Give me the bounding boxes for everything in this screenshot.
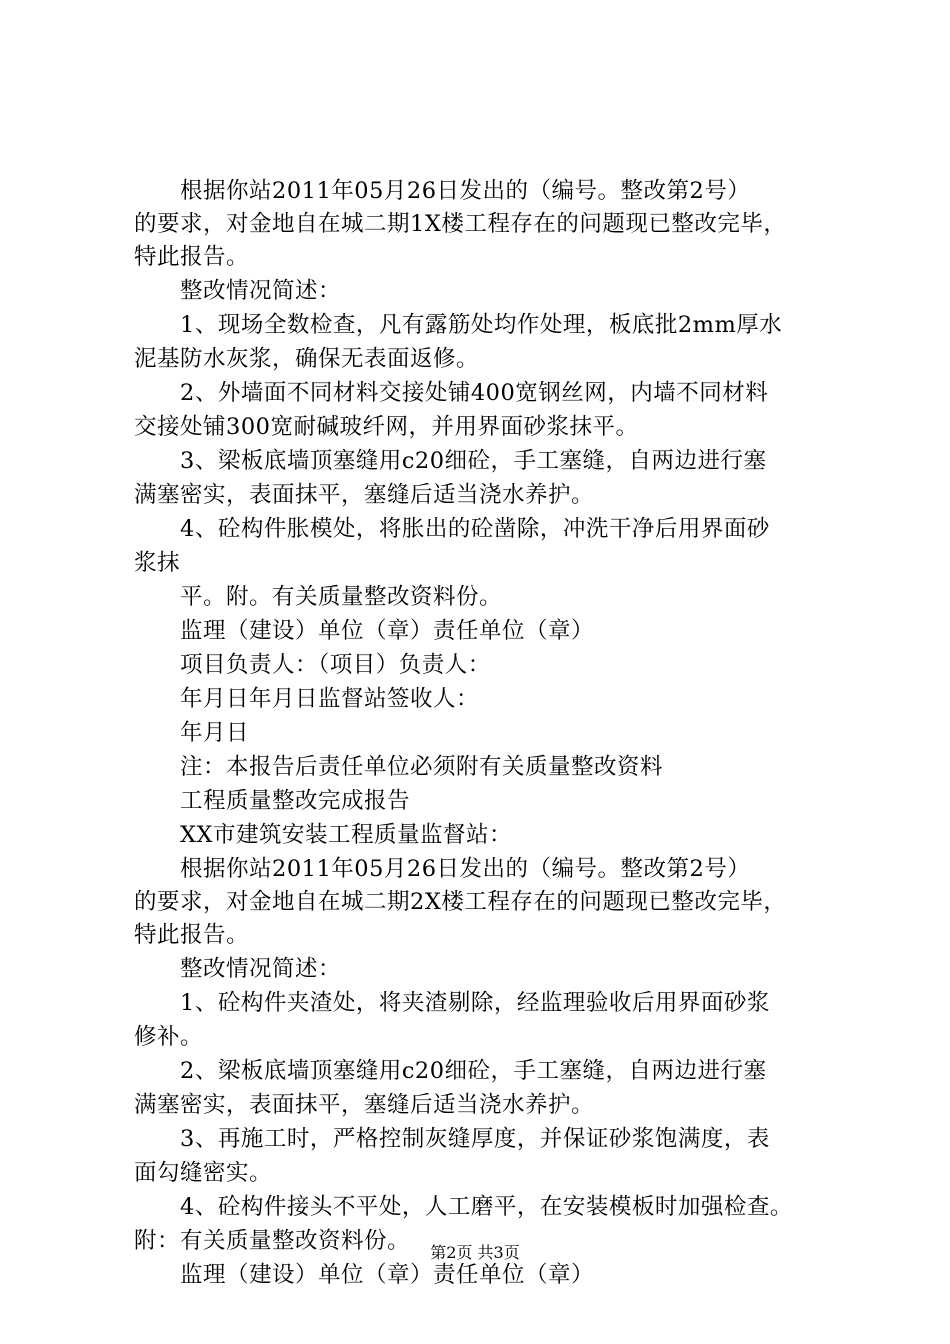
text-line: 面勾缝密实。 <box>134 1160 273 1186</box>
section-title: 工程质量整改完成报告 <box>180 788 411 814</box>
text-line: 交接处铺300宽耐碱玻纤网，并用界面砂浆抹平。 <box>134 414 639 440</box>
text-line: 满塞密实，表面抹平，塞缝后适当浇水养护。 <box>134 482 595 508</box>
text-line: 浆抹 <box>134 550 181 576</box>
text-line: XX市建筑安装工程质量监督站： <box>180 822 513 848</box>
text-line: 2、梁板底墙顶塞缝用c20细砼，手工塞缝，自两边进行塞 <box>180 1058 767 1084</box>
text-line: 3、再施工时，严格控制灰缝厚度，并保证砂浆饱满度，表 <box>180 1126 770 1152</box>
text-line: 修补。 <box>134 1024 204 1050</box>
text-line: 的要求，对金地自在城二期2X楼工程存在的问题现已整改完毕， <box>134 889 787 915</box>
text-line: 监理（建设）单位（章）责任单位（章） <box>180 1262 595 1288</box>
text-line: 2、外墙面不同材料交接处铺400宽钢丝网，内墙不同材料 <box>180 380 769 406</box>
text-line: 项目负责人：（项目）负责人： <box>180 652 491 678</box>
text-line: 整改情况简述： <box>180 956 342 982</box>
text-line: 根据你站2011年05月26日发出的（编号。整改第2号） <box>180 178 751 204</box>
text-line: 3、梁板底墙顶塞缝用c20细砼，手工塞缝，自两边进行塞 <box>180 448 767 474</box>
text-line: 监理（建设）单位（章）责任单位（章） <box>180 618 595 644</box>
text-line: 泥基防水灰浆，确保无表面返修。 <box>134 346 480 372</box>
text-line: 平。附。有关质量整改资料份。 <box>180 584 503 610</box>
report-body <box>134 174 834 1292</box>
text-line: 1、现场全数检查，凡有露筋处均作处理，板底批2mm厚水 <box>180 312 783 338</box>
text-line: 4、砼构件接头不平处，人工磨平，在安装模板时加强检查。 <box>180 1194 793 1220</box>
text-line: 特此报告。 <box>134 244 250 270</box>
text-line: 特此报告。 <box>134 922 250 948</box>
text-line: 的要求，对金地自在城二期1X楼工程存在的问题现已整改完毕， <box>134 211 787 237</box>
text-line: 4、砼构件胀模处，将胀出的砼凿除，冲洗干净后用界面砂 <box>180 516 770 542</box>
text-line: 年月日年月日监督站签收人： <box>180 686 480 712</box>
text-line: 注：本报告后责任单位必须附有关质量整改资料 <box>180 754 664 780</box>
text-line: 整改情况简述： <box>180 278 342 304</box>
text-line: 满塞密实，表面抹平，塞缝后适当浇水养护。 <box>134 1092 595 1118</box>
text-line: 1、砼构件夹渣处，将夹渣剔除，经监理验收后用界面砂浆 <box>180 990 770 1016</box>
page-number: 第2页 共3页 <box>430 1243 520 1262</box>
text-line: 年月日 <box>180 720 250 746</box>
text-line: 附：有关质量整改资料份。 <box>134 1228 411 1254</box>
text-line: 根据你站2011年05月26日发出的（编号。整改第2号） <box>180 856 751 882</box>
